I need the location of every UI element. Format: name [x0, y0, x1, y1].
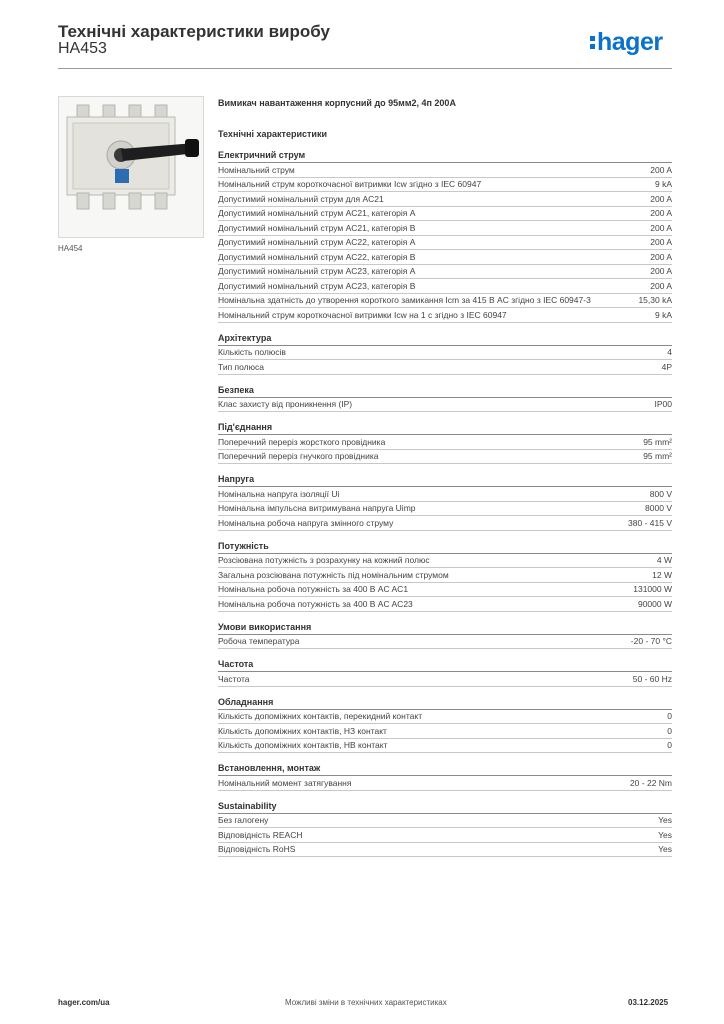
- spec-section: [218, 693, 672, 754]
- spec-value: 0: [667, 740, 672, 750]
- spec-label: Поперечний переріз гнучкого провідника: [218, 451, 379, 461]
- spec-value: 131000 W: [633, 584, 672, 594]
- load-switch-illustration: [59, 97, 203, 237]
- product-description: Вимикач навантаження корпусний до 95мм2, 4п 200А: [218, 98, 456, 108]
- section-title: Потужність: [218, 537, 672, 554]
- footer-note: Можливі зміни в технічних характеристиках: [285, 998, 447, 1007]
- spec-row: [218, 710, 672, 725]
- spec-row: [218, 308, 672, 323]
- spec-row: [218, 828, 672, 843]
- spec-row: [218, 568, 672, 583]
- spec-label: Номінальна робоча напруга змінного струму: [218, 517, 394, 528]
- spec-section: [218, 655, 672, 687]
- logo-text: hager: [597, 28, 663, 56]
- spec-label: Загальна розсіювана потужність під номінальним струмом: [218, 569, 449, 580]
- footer-date: 03.12.2025: [628, 998, 669, 1007]
- spec-value: 8000 V: [645, 503, 672, 513]
- spec-section: [218, 418, 672, 464]
- spec-label: Допустимий номінальний струм AC22, категорія B: [218, 251, 416, 262]
- spec-row: [218, 250, 672, 265]
- section-title: Умови використання: [218, 618, 672, 635]
- spec-value: 0: [667, 725, 672, 736]
- product-code: HA453: [58, 40, 107, 57]
- spec-row: [218, 221, 672, 236]
- spec-value: Yes: [658, 844, 672, 854]
- spec-value: 15,30 kA: [638, 295, 672, 305]
- spec-label: Кількість допоміжних контактів, НЗ контакт: [218, 725, 387, 736]
- spec-row: [218, 502, 672, 517]
- spec-label: Допустимий номінальний струм AC23, категорія B: [218, 280, 416, 291]
- section-title: Обладнання: [218, 693, 672, 710]
- spec-value: 90000 W: [637, 598, 672, 609]
- spec-row: [218, 814, 672, 829]
- spec-section: [218, 329, 672, 375]
- spec-value: 4 W: [656, 555, 672, 565]
- section-title: Під'єднання: [218, 418, 672, 435]
- spec-row: [218, 435, 672, 450]
- spec-value: Yes: [658, 815, 672, 825]
- section-title: Архітектура: [218, 329, 672, 346]
- spec-row: [218, 236, 672, 251]
- spec-row: [218, 398, 672, 413]
- section-title: Напруга: [218, 470, 672, 487]
- spec-section: [218, 537, 672, 612]
- spec-sections: [218, 146, 672, 857]
- spec-row: [218, 279, 672, 294]
- spec-row: [218, 843, 672, 858]
- spec-label: Кількість допоміжних контактів, перекидний контакт: [218, 711, 423, 721]
- spec-label: Клас захисту від проникнення (IP): [218, 399, 353, 409]
- spec-value: 200 A: [650, 266, 672, 276]
- spec-value: 200 A: [650, 193, 672, 204]
- spec-label: Номінальна здатність до утворення короткого замикання Icm за 415 В AC згідно з IEC 60947-3: [218, 295, 591, 305]
- spec-row: [218, 554, 672, 569]
- section-title: Безпека: [218, 381, 672, 398]
- header-divider: [58, 68, 672, 69]
- specifications-heading: Технічні характеристики: [218, 129, 327, 139]
- spec-label: Номінальний момент затягування: [218, 777, 352, 788]
- spec-value: 95 mm²: [643, 436, 672, 447]
- spec-value: 9 kA: [654, 309, 672, 320]
- spec-section: [218, 146, 672, 323]
- spec-row: [218, 487, 672, 502]
- spec-label: Допустимий номінальний струм AC21, категорія B: [218, 222, 416, 233]
- specifications: [218, 96, 672, 857]
- page-title: Технічні характеристики виробу: [58, 22, 330, 41]
- spec-row: [218, 207, 672, 222]
- spec-label: Тип полюса: [218, 361, 264, 372]
- spec-row: [218, 583, 672, 598]
- spec-row: [218, 192, 672, 207]
- spec-row: [218, 635, 672, 650]
- spec-section: [218, 470, 672, 531]
- spec-row: [218, 294, 672, 309]
- spec-label: Номінальний струм короткочасної витримки Icw згідно з IEC 60947: [218, 179, 482, 189]
- spec-label: Поперечний переріз жорсткого провідника: [218, 436, 386, 447]
- spec-row: [218, 178, 672, 193]
- spec-row: [218, 346, 672, 361]
- spec-value: 20 - 22 Nm: [629, 777, 672, 788]
- spec-value: 200 A: [650, 280, 672, 291]
- footer-website[interactable]: hager.com/ua: [58, 998, 110, 1007]
- product-image: [58, 96, 204, 238]
- spec-value: 4: [667, 347, 672, 357]
- image-caption: HA454: [58, 244, 83, 253]
- spec-value: 200 A: [650, 222, 672, 233]
- spec-row: [218, 450, 672, 465]
- spec-label: Робоча температура: [218, 636, 300, 646]
- spec-label: Номінальна імпульсна витримувана напруга Uimp: [218, 503, 416, 513]
- spec-value: 200 A: [650, 251, 672, 262]
- section-title: Sustainability: [218, 797, 672, 814]
- spec-label: Кількість полюсів: [218, 347, 286, 357]
- spec-value: 9 kA: [654, 179, 672, 189]
- spec-label: Номінальна напруга ізоляції Ui: [218, 488, 340, 499]
- spec-value: 800 V: [649, 488, 672, 499]
- spec-section: [218, 797, 672, 858]
- spec-row: [218, 739, 672, 754]
- spec-label: Допустимий номінальний струм AC22, категорія A: [218, 237, 416, 247]
- section-title: Електричний струм: [218, 146, 672, 163]
- spec-value: 95 mm²: [643, 451, 672, 461]
- spec-value: 380 - 415 V: [628, 517, 672, 528]
- spec-row: [218, 360, 672, 375]
- spec-label: Кількість допоміжних контактів, НВ контакт: [218, 740, 388, 750]
- spec-label: Номінальний струм: [218, 164, 295, 175]
- spec-row: [218, 597, 672, 612]
- spec-value: IP00: [654, 399, 672, 409]
- spec-label: Допустимий номінальний струм AC23, категорія A: [218, 266, 416, 276]
- spec-label: Номінальна робоча потужність за 400 В AC AC23: [218, 598, 413, 609]
- section-title: Встановлення, монтаж: [218, 759, 672, 776]
- spec-value: Yes: [658, 829, 672, 840]
- spec-value: 0: [667, 711, 672, 721]
- spec-section: [218, 381, 672, 413]
- spec-label: Без галогену: [218, 815, 269, 825]
- spec-section: [218, 759, 672, 791]
- spec-row: [218, 672, 672, 687]
- spec-row: [218, 265, 672, 280]
- section-title: Частота: [218, 655, 672, 672]
- spec-label: Розсіювана потужність з розрахунку на кожний полюс: [218, 555, 430, 565]
- hager-logo[interactable]: [590, 28, 663, 57]
- spec-label: Відповідність RoHS: [218, 844, 296, 854]
- spec-label: Номінальна робоча потужність за 400 В AC AC1: [218, 584, 409, 594]
- spec-label: Номінальний струм короткочасної витримки Icw на 1 с згідно з IEC 60947: [218, 309, 507, 320]
- spec-row: [218, 516, 672, 531]
- spec-value: 200 A: [650, 237, 672, 247]
- spec-label: Відповідність REACH: [218, 829, 303, 840]
- spec-row: [218, 724, 672, 739]
- spec-label: Допустимий номінальний струм для AC21: [218, 193, 384, 204]
- spec-value: -20 - 70 °C: [630, 636, 672, 646]
- spec-value: 200 A: [650, 208, 672, 218]
- spec-label: Частота: [218, 673, 250, 684]
- spec-value: 4P: [661, 361, 672, 372]
- spec-row: [218, 776, 672, 791]
- spec-value: 12 W: [652, 569, 672, 580]
- spec-row: [218, 163, 672, 178]
- spec-value: 50 - 60 Hz: [632, 673, 672, 684]
- spec-section: [218, 618, 672, 650]
- spec-label: Допустимий номінальний струм AC21, категорія A: [218, 208, 416, 218]
- spec-value: 200 A: [650, 164, 672, 175]
